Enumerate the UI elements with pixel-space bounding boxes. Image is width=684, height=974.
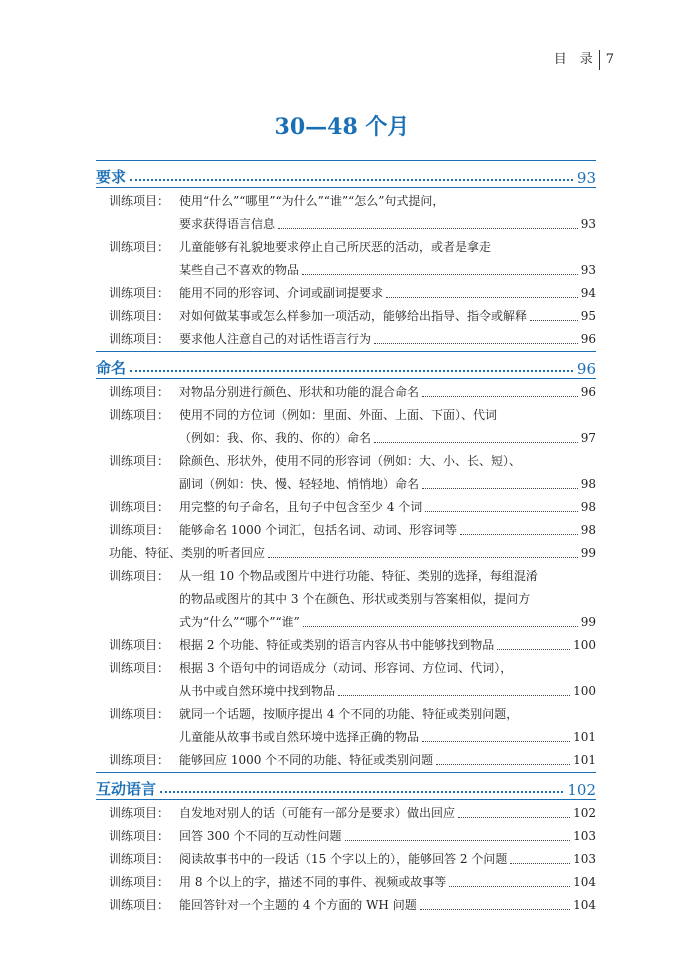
toc-item[interactable] <box>96 634 596 657</box>
item-tag: 训练项目： <box>109 500 170 514</box>
item-text: 对如何做某事或怎么样参加一项活动，能够给出指导、指令或解释 <box>179 309 528 323</box>
item-body <box>179 381 596 404</box>
item-tag: 训练项目： <box>109 569 170 583</box>
toc-item[interactable] <box>96 894 596 917</box>
dot-leader <box>425 511 577 512</box>
section-name: 命名 <box>96 359 127 377</box>
item-line <box>179 565 596 588</box>
item-line <box>179 450 596 473</box>
item-page-number: 99 <box>580 615 596 629</box>
item-body <box>179 848 596 871</box>
item-line <box>179 427 596 450</box>
subheading-text: 功能、特征、类别的听者回应 <box>109 546 266 560</box>
dot-leader <box>278 228 578 229</box>
dot-leader <box>374 343 578 344</box>
dot-leader <box>386 297 578 298</box>
item-text: 从书中或自然环境中找到物品 <box>179 684 336 698</box>
item-body <box>179 496 596 519</box>
item-body <box>179 749 596 772</box>
item-line <box>179 381 596 404</box>
dot-leader <box>436 764 570 765</box>
dot-leader <box>374 442 578 443</box>
item-page-number: 103 <box>573 852 596 866</box>
dot-leader <box>497 649 570 650</box>
item-line <box>179 519 596 542</box>
item-line <box>179 588 596 611</box>
item-line <box>179 703 596 726</box>
toc-item[interactable] <box>96 381 596 404</box>
header-section: 目 录 <box>553 52 593 67</box>
toc-section-heading[interactable] <box>96 772 596 800</box>
item-body <box>179 519 596 542</box>
toc-section-heading[interactable] <box>96 351 596 379</box>
item-page-number: 98 <box>580 500 596 514</box>
item-text: 用完整的句子命名，且句子中包含至少 4 个词 <box>179 500 423 514</box>
item-body <box>179 450 596 496</box>
item-text: 用 8 个以上的字，描述不同的事件、视频或故事等 <box>179 875 447 889</box>
section-page-number: 96 <box>576 360 596 378</box>
item-tag: 训练项目： <box>109 286 170 300</box>
item-text: 某些自己不喜欢的物品 <box>179 263 300 277</box>
item-tag: 训练项目： <box>109 240 170 254</box>
toc-item[interactable] <box>96 657 596 703</box>
item-tag: 训练项目： <box>109 385 170 399</box>
item-body <box>179 404 596 450</box>
item-body <box>179 871 596 894</box>
toc-item[interactable] <box>96 404 596 450</box>
item-text: 能够回应 1000 个不同的功能、特征或类别问题 <box>179 753 434 767</box>
item-text: 根据 3 个语句中的词语成分（动词、形容词、方位词、代词）， <box>179 661 513 675</box>
item-tag: 训练项目： <box>109 332 170 346</box>
item-body <box>179 657 596 703</box>
item-tag: 训练项目： <box>109 829 170 843</box>
item-text: 能用不同的形容词、介词或副词提要求 <box>179 286 384 300</box>
dot-leader <box>160 791 563 793</box>
running-header <box>554 48 614 70</box>
dot-leader <box>422 396 578 397</box>
dot-leader <box>449 886 570 887</box>
item-text: 式为“什么”“哪个”“谁” <box>179 615 300 629</box>
item-tag: 训练项目： <box>109 454 170 468</box>
item-body <box>179 825 596 848</box>
item-text: 阅读故事书中的一段话（15 个字以上的），能够回答 2 个问题 <box>179 852 508 866</box>
toc-subheading[interactable] <box>96 542 596 565</box>
toc-section-heading[interactable] <box>96 160 596 188</box>
item-body <box>179 802 596 825</box>
item-body <box>179 236 596 282</box>
dot-leader <box>130 370 573 372</box>
item-page-number: 98 <box>580 523 596 537</box>
item-tag: 训练项目： <box>109 309 170 323</box>
toc-item[interactable] <box>96 749 596 772</box>
item-body <box>179 634 596 657</box>
dot-leader <box>302 274 578 275</box>
item-body <box>179 894 596 917</box>
item-tag: 训练项目： <box>109 806 170 820</box>
item-body <box>179 703 596 749</box>
item-page-number: 101 <box>573 730 596 744</box>
item-page-number: 101 <box>573 753 596 767</box>
item-page-number: 104 <box>573 875 596 889</box>
dot-leader <box>530 320 578 321</box>
item-text: 的物品或图片的其中 3 个在颜色、形状或类别与答案相似，提问方 <box>179 592 531 606</box>
item-page-number: 98 <box>580 477 596 491</box>
item-page-number: 93 <box>580 263 596 277</box>
dot-leader <box>510 863 570 864</box>
subheading-page-number: 99 <box>580 546 596 560</box>
item-page-number: 93 <box>580 217 596 231</box>
item-body <box>179 328 596 351</box>
item-tag: 训练项目： <box>109 898 170 912</box>
dot-leader <box>458 817 570 818</box>
item-page-number: 96 <box>580 332 596 346</box>
section-page-number: 102 <box>567 781 596 799</box>
item-body <box>179 305 596 328</box>
dot-leader <box>338 695 570 696</box>
item-text: 使用不同的方位词（例如：里面、外面、上面、下面）、代词 <box>179 408 498 422</box>
item-body <box>179 190 596 236</box>
header-divider <box>599 50 600 70</box>
dot-leader <box>268 557 578 558</box>
toc-item[interactable] <box>96 496 596 519</box>
item-page-number: 103 <box>573 829 596 843</box>
toc-item[interactable] <box>96 565 596 634</box>
dot-leader <box>422 488 578 489</box>
item-page-number: 96 <box>580 385 596 399</box>
item-line <box>179 259 596 282</box>
section-page-number: 93 <box>576 169 596 187</box>
section-name: 要求 <box>96 168 127 186</box>
item-line <box>179 213 596 236</box>
toc-item[interactable] <box>96 328 596 351</box>
toc-item[interactable] <box>96 703 596 749</box>
item-line <box>179 680 596 703</box>
item-text: 能回答针对一个主题的 4 个方面的 WH 问题 <box>179 898 417 912</box>
dot-leader <box>422 741 570 742</box>
item-body <box>179 565 596 634</box>
item-page-number: 104 <box>573 898 596 912</box>
item-text: 使用“什么”“哪里”“为什么”“谁”“怎么”句式提问， <box>179 194 445 208</box>
item-line <box>179 802 596 825</box>
item-page-number: 95 <box>580 309 596 323</box>
item-line <box>179 894 596 917</box>
item-line <box>179 236 596 259</box>
toc-item[interactable] <box>96 802 596 825</box>
item-line <box>179 657 596 680</box>
item-text: 儿童能从故事书或自然环境中选择正确的物品 <box>179 730 420 744</box>
item-tag: 训练项目： <box>109 523 170 537</box>
item-line <box>179 190 596 213</box>
item-line <box>179 848 596 871</box>
item-text: 副词（例如：快、慢、轻轻地、悄悄地）命名 <box>179 477 420 491</box>
dot-leader <box>130 179 573 181</box>
item-text: 从一组 10 个物品或图片中进行功能、特征、类别的选择，每组混淆 <box>179 569 538 583</box>
item-text: 要求获得语言信息 <box>179 217 276 231</box>
toc-item[interactable] <box>96 450 596 496</box>
toc-item[interactable] <box>96 871 596 894</box>
item-line <box>179 634 596 657</box>
toc-item[interactable] <box>96 519 596 542</box>
item-line <box>179 282 596 305</box>
item-line <box>179 328 596 351</box>
toc-item[interactable] <box>96 236 596 282</box>
item-text: （例如：我、你、我的、你的）命名 <box>179 431 372 445</box>
item-line <box>179 749 596 772</box>
dot-leader <box>303 626 578 627</box>
item-tag: 训练项目： <box>109 852 170 866</box>
item-text: 根据 2 个功能、特征或类别的语言内容从书中能够找到物品 <box>179 638 495 652</box>
dot-leader <box>460 534 578 535</box>
item-page-number: 100 <box>573 684 596 698</box>
item-text: 自发地对别人的话（可能有一部分是要求）做出回应 <box>179 806 456 820</box>
item-tag: 训练项目： <box>109 638 170 652</box>
page-title: 30—48 个月 <box>274 114 410 140</box>
item-text: 回答 300 个不同的互动性问题 <box>179 829 342 843</box>
toc-item[interactable] <box>96 848 596 871</box>
item-text: 除颜色、形状外，使用不同的形容词（例如：大、小、长、短）、 <box>179 454 522 468</box>
item-line <box>179 726 596 749</box>
item-tag: 训练项目： <box>109 875 170 889</box>
table-of-contents <box>96 160 596 917</box>
toc-item[interactable] <box>96 282 596 305</box>
toc-item[interactable] <box>96 825 596 848</box>
item-tag: 训练项目： <box>109 408 170 422</box>
item-tag: 训练项目： <box>109 194 170 208</box>
item-text: 就同一个话题，按顺序提出 4 个不同的功能、特征或类别问题， <box>179 707 519 721</box>
item-text: 要求他人注意自己的对话性语言行为 <box>179 332 372 346</box>
item-line <box>179 871 596 894</box>
item-line <box>179 404 596 427</box>
item-tag: 训练项目： <box>109 661 170 675</box>
toc-item[interactable] <box>96 305 596 328</box>
dot-leader <box>345 840 571 841</box>
toc-item[interactable] <box>96 190 596 236</box>
item-tag: 训练项目： <box>109 753 170 767</box>
item-text: 对物品分别进行颜色、形状和功能的混合命名 <box>179 385 420 399</box>
item-page-number: 94 <box>580 286 596 300</box>
dot-leader <box>420 909 570 910</box>
item-body <box>179 282 596 305</box>
item-text: 能够命名 1000 个词汇，包括名词、动词、形容词等 <box>179 523 458 537</box>
item-line <box>179 825 596 848</box>
item-line <box>179 496 596 519</box>
header-page-number: 7 <box>605 52 614 67</box>
item-page-number: 97 <box>580 431 596 445</box>
item-text: 儿童能够有礼貌地要求停止自己所厌恶的活动，或者是拿走 <box>179 240 492 254</box>
item-page-number: 100 <box>573 638 596 652</box>
item-line <box>179 305 596 328</box>
item-line <box>179 473 596 496</box>
item-page-number: 102 <box>573 806 596 820</box>
item-tag: 训练项目： <box>109 707 170 721</box>
section-name: 互动语言 <box>96 780 157 798</box>
item-line <box>179 611 596 634</box>
